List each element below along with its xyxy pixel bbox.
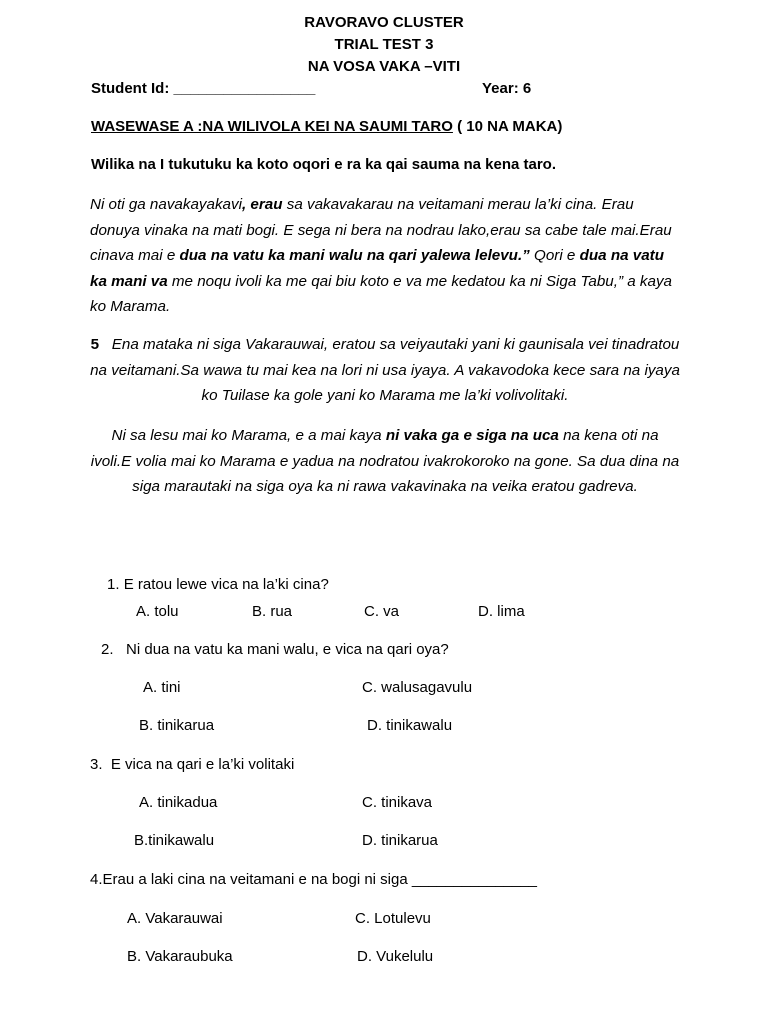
question-number: 1. xyxy=(107,576,120,593)
question-1 xyxy=(107,576,329,593)
question-3 xyxy=(90,756,294,773)
passage-bold-text: ni vaka ga e siga na uca xyxy=(385,427,559,444)
option-4b[interactable]: B. Vakaraubuka xyxy=(127,948,233,965)
option-2b[interactable]: B. tinikarua xyxy=(139,717,215,734)
option-2a[interactable]: A. tini xyxy=(143,679,181,696)
question-4 xyxy=(90,871,537,888)
option-1c[interactable]: C. va xyxy=(364,603,400,620)
instruction: Wilika na I tukutuku ka koto oqori e ra ka qai sauma na kena taro. xyxy=(91,156,556,173)
option-1a[interactable]: A. tolu xyxy=(136,603,179,620)
student-id-label: Student Id: xyxy=(91,80,174,97)
option-2d[interactable]: D. tinikawalu xyxy=(367,717,453,734)
passage-text: me noqu ivoli ka me qai biu koto e va me kedatou ka ni Siga Tabu,” a kaya ko Marama. xyxy=(90,272,672,315)
question-text: Ni dua na vatu ka mani walu, e vica na qari oya? xyxy=(126,641,449,658)
passage-bold-text: dua na vatu ka mani va xyxy=(90,247,664,290)
question-text: Erau a laki cina na veitamani e na bogi ni siga _______________ xyxy=(102,871,538,888)
passage-paragraph-3 xyxy=(90,423,680,500)
section-title: WASEWASE A :NA WILIVOLA KEI NA SAUMI TARO xyxy=(91,118,453,135)
section-heading xyxy=(91,118,562,135)
passage-paragraph-1 xyxy=(90,192,680,320)
paragraph-number: 5 xyxy=(90,336,100,353)
option-4d[interactable]: D. Vukelulu xyxy=(357,948,434,965)
question-text: E ratou lewe vica na la’ki cina? xyxy=(123,576,329,593)
passage-text: sa vakavakarau na veitamani merau la’ki cina. Erau donuya vinaka na mati bogi. E sega ni bera na nodrau lako,erau sa cabe tale mai.Erau cinava mai e xyxy=(90,196,672,264)
passage-bold-text: dua na vatu ka mani walu na qari yalewa lelevu.” xyxy=(179,247,530,264)
option-1d[interactable]: D. lima xyxy=(478,603,525,620)
option-3a[interactable]: A. tinikadua xyxy=(139,794,218,811)
option-3d[interactable]: D. tinikarua xyxy=(362,832,438,849)
question-text: E vica na qari e la’ki volitaki xyxy=(110,756,295,773)
question-number: 2. xyxy=(101,641,114,658)
passage-text: Ni oti ga navakayakavi xyxy=(90,196,242,213)
passage-text: na kena oti na ivoli.E volia mai ko Marama e yadua na nodratou ivakrokoroko na gone. Sa dua dina na siga marautaki na siga oya ka ni rawa vakavinaka na veika eratou gadreva. xyxy=(90,427,680,495)
option-3b[interactable]: B.tinikawalu xyxy=(134,832,215,849)
option-3c[interactable]: C. tinikava xyxy=(362,794,433,811)
year-label: Year: 6 xyxy=(482,80,532,97)
test-title: TRIAL TEST 3 xyxy=(334,36,434,53)
passage-text: Qori e xyxy=(529,247,580,264)
question-number: 3. xyxy=(90,756,103,773)
cluster-title: RAVORAVO CLUSTER xyxy=(304,14,464,31)
option-4c[interactable]: C. Lotulevu xyxy=(355,910,431,927)
paragraph-2-text: Ena mataka ni siga Vakarauwai, eratou sa veiyautaki yani ki gaunisala vei tinadratou na veitamani.Sa wawa tu mai kea na lori ni usa iyaya. A vakavodoka kece sara na iyaya ko Tuilase ka gole yani ko Marama me la’ki volivolitaki. xyxy=(90,336,680,404)
question-2 xyxy=(101,641,449,658)
question-number: 4. xyxy=(90,871,103,888)
student-id-row xyxy=(91,80,315,97)
subject-title: NA VOSA VAKA –VITI xyxy=(307,58,461,75)
student-id-blank[interactable]: _________________ xyxy=(173,80,316,97)
passage-paragraph-2 xyxy=(90,332,680,409)
option-4a[interactable]: A. Vakarauwai xyxy=(127,910,223,927)
passage-bold-text: , erau xyxy=(241,196,283,213)
option-2c[interactable]: C. walusagavulu xyxy=(362,679,473,696)
section-marks: ( 10 NA MAKA) xyxy=(452,118,563,135)
passage-text: Ni sa lesu mai ko Marama, e a mai kaya xyxy=(111,427,386,444)
option-1b[interactable]: B. rua xyxy=(252,603,293,620)
